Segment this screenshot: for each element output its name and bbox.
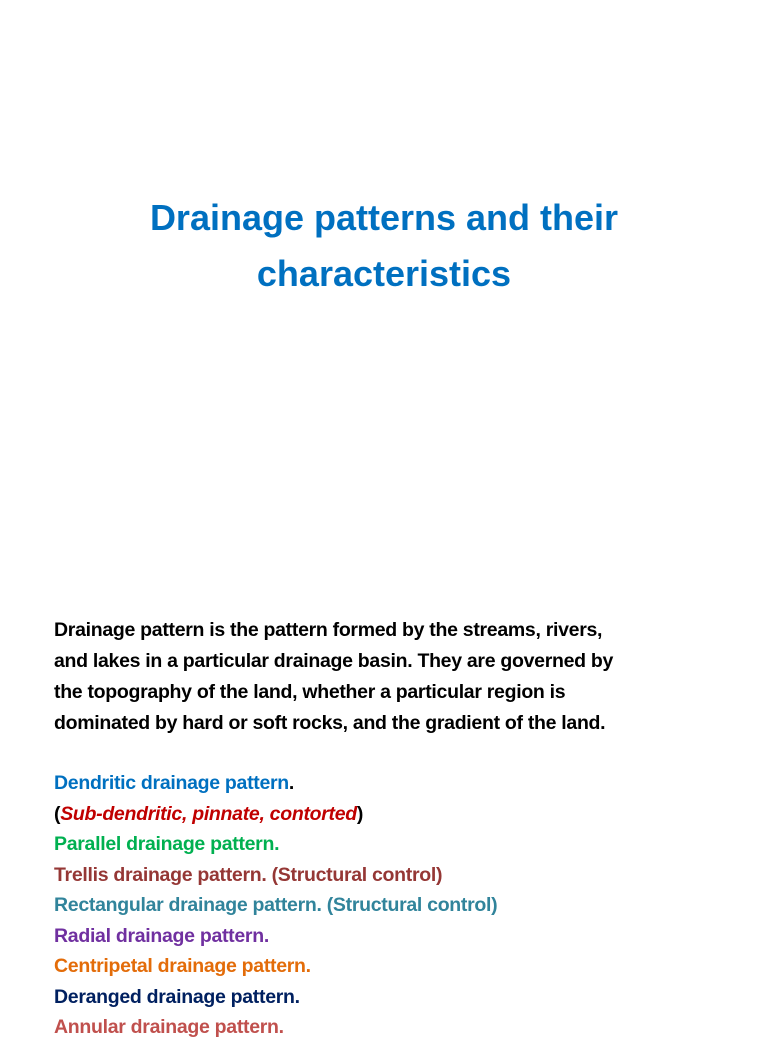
intro-line: Drainage pattern is the pattern formed by the streams, rivers, (54, 619, 603, 641)
pattern-item-parallel (54, 829, 754, 860)
pattern-name: Trellis drainage pattern. (Structural control) (54, 863, 443, 886)
intro-paragraph (54, 615, 744, 739)
pattern-item-annular (54, 1012, 754, 1043)
open-paren: ( (54, 802, 61, 825)
pattern-name: Radial drainage pattern. (54, 924, 269, 947)
pattern-item-radial (54, 921, 754, 952)
drainage-pattern-list (54, 768, 754, 1043)
slide-title-line-1: Drainage patterns and their (149, 197, 619, 238)
pattern-item-sub-dendritic (54, 799, 754, 830)
pattern-name: Parallel drainage pattern. (54, 833, 280, 855)
slide-title-line-2: characteristics (256, 253, 512, 294)
intro-line: the topography of the land, whether a particular region is (54, 681, 566, 703)
pattern-item-dendritic (54, 768, 754, 799)
pattern-name: Dendritic drainage pattern (54, 772, 289, 794)
slide-title (0, 190, 768, 302)
pattern-name: Annular drainage pattern. (54, 1016, 284, 1038)
pattern-item-trellis (54, 860, 754, 891)
pattern-subtypes: Sub-dendritic, pinnate, contorted (60, 802, 357, 825)
intro-line: and lakes in a particular drainage basin. They are governed by (54, 650, 614, 672)
close-paren: ) (356, 802, 364, 825)
pattern-item-rectangular (54, 890, 754, 921)
pattern-suffix: . (288, 772, 295, 794)
intro-line: dominated by hard or soft rocks, and the gradient of the land. (54, 712, 606, 734)
pattern-name: Rectangular drainage pattern. (Structural control) (54, 894, 498, 916)
pattern-item-deranged (54, 982, 754, 1013)
pattern-item-centripetal (54, 951, 754, 982)
pattern-name: Centripetal drainage pattern. (54, 955, 311, 977)
pattern-name: Deranged drainage pattern. (54, 985, 300, 1008)
